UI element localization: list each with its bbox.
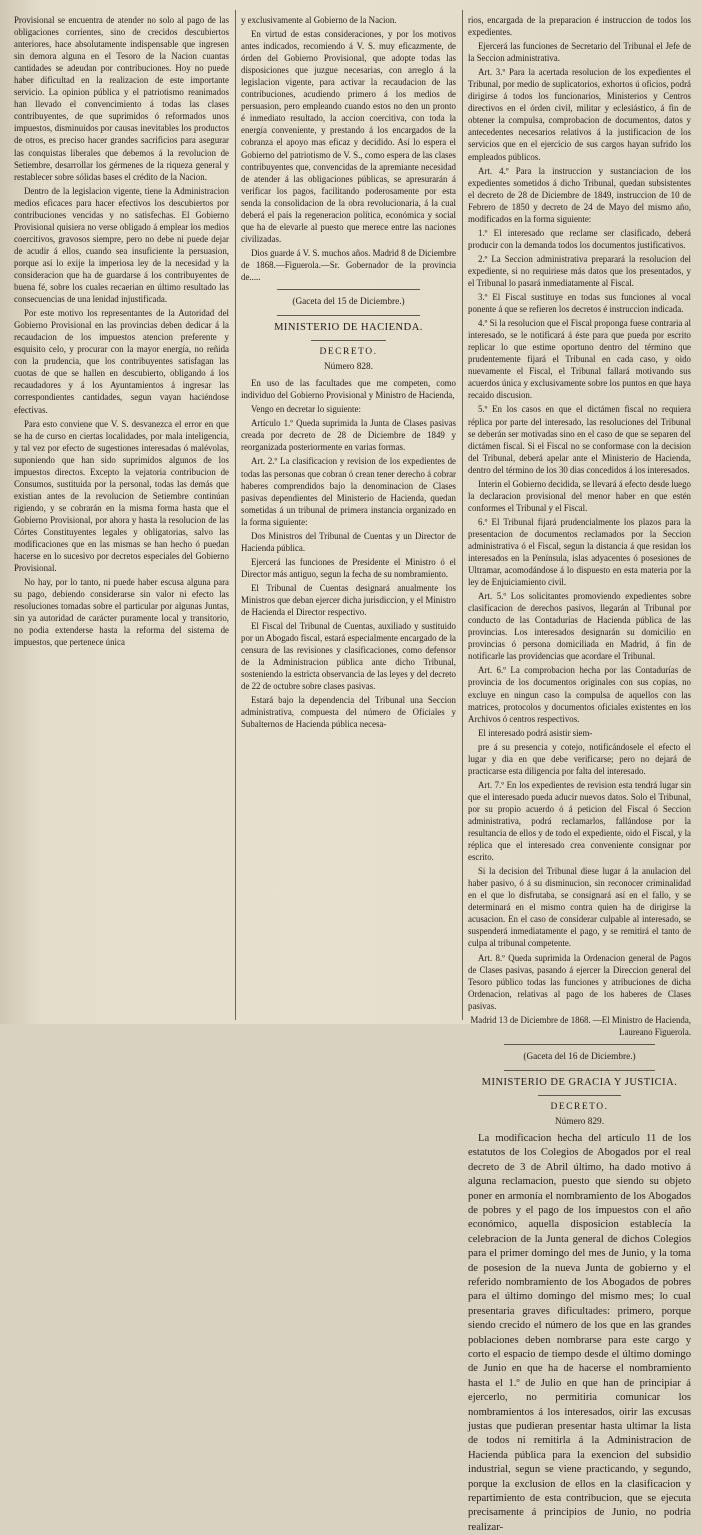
paragraph: Art. 7.º En los expedientes de revision esta tendrá lugar sin que el interesado pueda aducir nuevos datos. Solo el Tribunal, por su propio acuerdo ó á peticion del Fiscal ó Seccion administrativa, podrá reclamarlos, fallándose por la resultancia de ellos y de todo el expediente, oido el Fiscal, y la réplica que el interesado crea conveniente consignar por escrito. [468,779,691,863]
paragraph: Dios guarde á V. S. muchos años. Madrid 8 de Diciembre de 1868.—Figuerola.—Sr. Gobernador de la provincia de..... [241,247,456,282]
paragraph: El interesado podrá asistir siem- [478,727,593,738]
paragraph: En virtud de estas consideraciones, y por los motivos antes indicados, recomiendo á V. S. muy eficazmente, de órden del Gobierno Provisional, que adopte todas las disposiciones que juzgue necesarias, con arreglo á la legislacion vigente, para activar la recaudacion de las contribuciones, acudiendo primero á los medios de persuasion, pero empleando cuando estos no den un pronto é inmediato resultado, la accion coercitiva, con toda la energía conveniente, y prestando á los encargados de la cobranza el apoyo mas eficaz y decidido. Así lo espera el Gobierno del patriotismo de V. S., como espera de las clases contribuyentes que, convencidas de la apremiante necesidad de atender á las obligaciones públicas, se apresurarán á verificar los pagos, facilitando poderosamente por esta senda la consolidacion de la obra revolucionaria, á la cual deberá el país la regeneracion política, económica y social que ha de elevarle al puesto que merece entre las naciones civilizadas. [241,29,456,244]
paragraph: y exclusivamente al Gobierno de la Nacion. [241,15,397,25]
separator [277,289,420,290]
paragraph: 4.º Si la resolucion que el Fiscal proponga fuese contraria al interesado, se le notificará á éste para que pueda por escrito replicar lo que estime oportuno dentro del término que prudentemente fijará el Tribunal en cada caso, y oido nuevamente el Fiscal, el Tribunal fallará motivando sus acuerdos única y exclusivamente sobre los puntos en que haya recaido discusion. [468,318,691,401]
paragraph: Art. 6.º La comprobacion hecha por las Contadurías de provincia de los documentos originales con sus copias, no excluye en ningun caso la compulsa de aquellos con las matrices, protocolos y documentos oficiales existentes en los Archivos ó centros respectivos. [468,665,691,724]
paragraph: Art. 2.º La clasificacion y revision de los expedientes de todas las personas que cobran ó crean tener derecho á cobrar haberes comprendidos bajo la denominacion de Clases pasivas dependientes del Ministerio de Hacienda, quedan sometidas á un tribunal de primera instancia organizado en la forma siguiente: [241,456,456,527]
paragraph: Interin el Gobierno decidida, se llevará á efecto desde luego la declaracion provisional del menor haber en que estén conformes el Tribunal y el Fiscal. [468,478,691,513]
ministry-heading: MINISTERIO DE HACIENDA. [274,322,423,334]
paragraph: En uso de las facultades que me competen, como individuo del Gobierno Provisional y Ministro de Hacienda, [241,378,456,401]
paragraph: Vengo en decretar lo siguiente: [251,404,361,415]
paragraph: Dos Ministros del Tribunal de Cuentas y un Director de Hacienda pública. [241,530,456,553]
paragraph: Ejercerá las funciones de Presidente el Ministro ó el Director más antiguo, segun la fecha de su nombramiento. [241,556,456,579]
gaceta-date: (Gaceta del 16 de Diciembre.) [523,1051,636,1062]
separator [504,1044,655,1045]
paragraph: Estará bajo la dependencia del Tribunal una Seccion administrativa, compuesta del número de Oficiales y Subalternos de Hacienda pública necesa- [241,695,456,730]
paragraph: 5.º En los casos en que el dictámen fiscal no requiera réplica por parte del interesado, las resoluciones del Tribunal se deberán ser motivadas sino en el caso de que se separen del dictámen fiscal. Si el Fiscal no se conformase con la decision del Tribunal, deberá apelar ante el Ministerio de Hacienda, dentro del término de los 30 dias concedidos á los interesados. [468,404,691,475]
gaceta-date: (Gaceta del 15 de Diciembre.) [292,297,405,308]
paragraph: 6.º El Tribunal fijará prudencialmente los plazos para la presentacion de documentos reclamados por la Seccion administrativa ó el Fiscal, segun la distancia á que residan los interesados en la Península, islas adyacentes ó posesiones de Ultramar, acomodándose á lo dispuesto en esta materia por la ley de Enjuiciamiento civil. [468,516,691,588]
decree-number: Número 828. [323,362,374,373]
paragraph: Art. 3.º Para la acertada resolucion de los expedientes el Tribunal, por medio de suplicatorios, exhortos ú oficios, podrá dirigirse á todos los funcionarios, Ministerios y Centros directivos en el órden civil, militar y eclesiástico, á fin de obtener la compulsa, comprobacion de documentos, datos y antecedentes necesarios relativos á la justificacion de los servicios que en el ejercicio de sus cargos hayan sufrido los empleados públicos. [468,67,691,162]
paragraph: No hay, por lo tanto, ni puede haber escusa alguna para su pago, debiendo considerarse sin valor ni efecto las resoluciones tomadas sobre el particular por algunas Juntas, sin ya autoridad de carácter puramente local y transitorio, no podia extenderse hasta la reforma del sistema de impuestos, que pertenece única [14,577,229,648]
separator [311,340,386,341]
column-3 [468,14,691,1533]
decree-heading: DECRETO. [319,347,378,358]
paragraph: El Fiscal del Tribunal de Cuentas, auxiliado y sustituido por un Abogado fiscal, estará especialmente encargado de la censura de las revisiones y clasificaciones, como defensor de la Administracion pública ante dicho Tribunal, sosteniendo la estricta observancia de las leyes y del decreto de 22 de octubre sobre clases pasivas. [241,621,456,692]
paragraph: Por este motivo los representantes de la Autoridad del Gobierno Provisional en las provincias deben dedicar á la recaudacion de los impuestos atencion preferente y esquisito celo, y procurar con la mayor energía, no reñida con la prudencia, que los contribuyentes satisfagan las cuotas de que se hallen en descubierto, obligando á los recaudadores y á los Ayuntamientos á ingresar las correspondientes cantidades, segun vayan haciéndose efectivas. [14,308,229,415]
separator [504,1070,655,1071]
column-rule [462,10,463,1020]
paragraph: 1.º El interesado que reclame ser clasificado, deberá producir con la demanda todos los documentos justificativos. [468,227,691,250]
paragraph: Ejercerá las funciones de Secretario del Tribunal el Jefe de la Seccion administrativa. [468,41,691,64]
paragraph: Si la decision del Tribunal diese lugar á la anulacion del haber pasivo, ó á su disminucion, sin reconocer criminalidad en el que lo disfrutaba, se consignará así en el fallo, y se determinará en el mismo contra quien ha de dirigirse la acusacion. En el caso de considerar culpable al interesado, se suspenderá inmediatamente el pago, y se remitirá el tanto de culpa al tribunal competente. [468,866,691,949]
signature: Madrid 13 de Diciembre de 1868. —El Ministro de Hacienda, Laureano Figuerola. [470,1014,691,1037]
paragraph: El Tribunal de Cuentas designará anualmente los Ministros que deban ejercer dicha jurisdiccion, y el Ministro de Hacienda el Director respectivo. [241,582,456,618]
decree-number: Número 829. [554,1116,605,1127]
separator [277,315,420,316]
paragraph: pre á su presencia y cotejo, notificándosele el efecto el lugar y dia en que debe verificarse; pero no dejará de practicarse esta diligencia por falta del interesado. [468,741,691,776]
paragraph: Artículo 1.º Queda suprimida la Junta de Clases pasivas creada por decreto de 28 de Diciembre de 1849 y reorganizada posteriormente en varias formas. [241,418,456,453]
paragraph: Art. 5.º Los solicitantes promoviendo expedientes sobre clasificacion de derechos pasivos, llegarán al Tribunal por conducto de las Contadurías de Hacienda pública de las provincias. Los interesados designarán su domicilio en provincias ó persona domiciliada en Madrid, á fin de notificarle las providencias que acordare el Tribunal. [468,591,691,662]
decree-heading: DECRETO. [550,1101,609,1112]
ministry-heading: MINISTERIO DE GRACIA Y JUSTICIA. [481,1076,678,1088]
paragraph: Art. 8.º Queda suprimida la Ordenacion general de Pagos de Clases pasivas, pasando á ejercer la Direccion general del Tesoro público todas las funciones y atribuciones de dicha Ordenacion, relativas al pago de los haberes de Clases pasivas. [468,952,691,1011]
paragraph: 3.º El Fiscal sustituye en todas sus funciones al vocal ponente á que se refieren los decretos é instruccion indicada. [468,292,691,315]
paragraph: La modificacion hecha del artículo 11 de los estatutos de los Colegios de Abogados por el real decreto de 3 de Abril último, ha dado motivo á alguna reclamacion, puesto que siendo su objeto poner en armonía el nombramiento de los Abogados de pobres y el pago de los impuestos con el año económico, aquella disposicion establecía la celebracion de la Junta general de dichos Colegios para el primer domingo del mes de Junio, y la toma de posesion de la nueva Junta de gobierno y el referido nombramiento de los Abogados de pobres para el último domingo del mismo mes; lo cual presentaria graves dificultades: primero, porque siendo crecido el número de los que en las grandes poblaciones deben nombrarse para este cargo y corto el espacio de tiempo desde el último domingo de Junio en que ha de hacerse el nombramiento hasta el 1.º de Julio en que han de principiar á ejercerlo, no permitiria comunicar los nombramientos á los interesados, oirir las excusas justas que pudieran presentar hasta ultimar la lista de todos ni remitirla á la Administracion de Hacienda pública para la exencion del subsidio industrial, segun se viene practicando, y segundo, porque la exclusion de ellos en la clasificacion y repartimiento de esta contribucion, que se ejecuta precisamente á principios de Junio, no podria realizar- [468,1132,691,1533]
separator [538,1095,621,1096]
column-2 [241,14,456,1018]
paragraph: rios, encargada de la preparacion é instruccion de todos los expedientes. [468,15,691,38]
column-1 [14,14,229,1018]
paragraph: Provisional se encuentra de atender no solo al pago de las obligaciones corrientes, sino de crecidos descubiertos anteriores, hace absolutamente indispensable que ingresen sin demora alguna en el Tesoro de la Nacion cuantas cantidades se adeudan por contribuciones. Hoy no puede haber dificultad en la realizacion de este importante servicio. La opinion pública y el patriotismo reanimados han llevado el convencimiento á todas las clases contribuyentes, de que suprimidos ó reformados unos impuestos, disminuidos por causas inevitables los productos de otros, es preciso hacer grandes sacrificios para asegurar las conquistas liberales que debemos á la revolucion de Setiembre, desarrollar los gérmenes de la riqueza general y restablecer sobre sólidas bases el crédito de la Nacion. [14,15,229,182]
paragraph: 2.º La Seccion administrativa preparará la resolucion del expediente, si no requiriese más datos que los presentados, y el Tribunal lo pasará inmediatamente al Fiscal. [468,253,691,288]
paragraph: Art. 4.º Para la instruccion y sustanciacion de los expedientes sometidos á dicho Tribunal, quedan subsistentes el decreto de 28 de Diciembre de 1849, instruccion de 10 de Febrero de 1850 y decreto de 24 de Mayo del mismo año, modificados en la forma siguiente: [468,165,691,224]
column-rule [235,10,236,1020]
paragraph: Para esto conviene que V. S. desvanezca el error en que se ha de curso en ciertas localidades, por mala inteligencia, y tal vez por efecto de sugestiones interesadas ó malévolas, suponiendo que han sido suprimidos algunos de los impuestos directos. Excepto la vejatoria contribucion de Consumos, sustituida por la personal, todas las demás que existian antes de la revolucion de Setiembre continúan rigiendo, y se cobrarán en la misma forma hasta que el Gobierno Provisional, por ahora y hasta la resolucion de las Córtes Constituyentes legales y obligatorias, salvo las modificaciones que en las mismas se han hecho ó puedan hacerse en lo sucesivo por decretos especiales del Gobierno Provisional. [14,418,229,574]
paragraph: Dentro de la legislacion vigente, tiene la Administracion medios eficaces para hacer efectivos los descubiertos por contribuciones vencidas y no satisfechas. El Gobierno Provisional quisiera no verse obligado á emplear los medios coercitivos, gravosos siempre, pero no debe ni puede dejar de acudir á ellos, cuando sea insuficiente la persuasion, porque así lo exije la imperiosa ley de la necesidad y la consideracion que ha de guardarse á los contribuyentes de buena fé, sobre los cuales recaerian en último resultado las consecuencias de una lenidad injustificada. [14,185,229,305]
